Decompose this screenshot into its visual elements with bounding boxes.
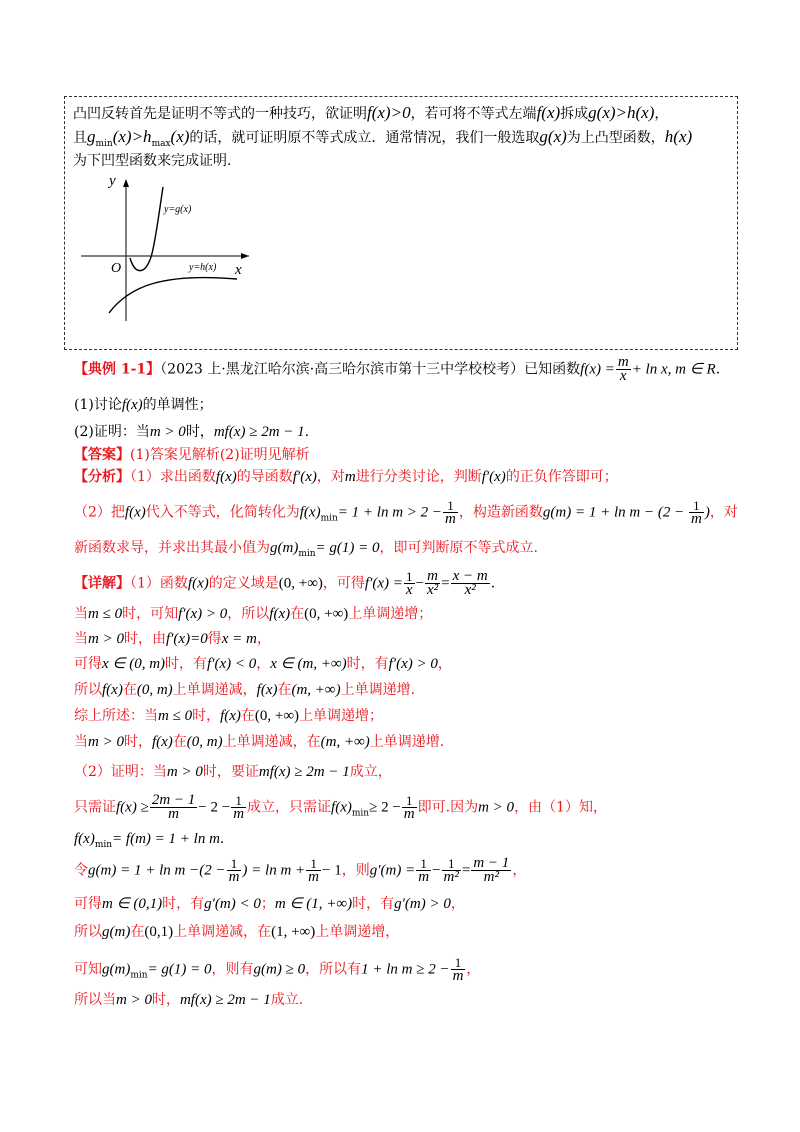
method-text [73,101,729,173]
y-axis-arrow [123,179,129,187]
convex-concave-graph [75,173,265,323]
detail-line-10: $f(x)_{min}= f(m) = 1 + \ln m$. [74,831,225,850]
detail-line-15: 所以当m > 0时，mf(x) ≥ 2m − 1成立. [74,992,304,1008]
detail-line-6: 综上所述：当m ≤ 0时，f(x)在(0, +∞)上单调递增； [74,708,384,724]
x-axis-arrow [241,253,249,259]
analysis-line-2: （2）把f(x)代入不等式，化简转化为$f(x)_{min}= 1 + \ln m > 2$ − $\frac{1}{m}$ ，构造新函数g(m) = 1 + ln m − (2 − $\frac{1}{m}$ )，对 [74,498,738,527]
detail-line-9: 只需证f(x) ≥ $\frac{2m - 1}{m}$ − 2 − $\frac{1}{m}$ 成立，只需证$f(x)_{min}\ge 2$ − $\frac{1}{m}$ 即可.因为m > 0，由（1）知， [74,792,607,822]
detail-line-3: 当m > 0时，由f′(x)=0得x = m， [74,631,271,647]
detail-line-4: 可得x ∈ (0, m)时，有f′(x) < 0，x ∈ (m, +∞)时，有f′(x) > 0， [74,656,452,672]
answer-line: 【答案】(1)答案见解析(2)证明见解析 [74,447,310,463]
analysis-line-1: 【分析】（1）求出函数f(x)的导函数f′(x)，对m进行分类讨论，判断f′(x)的正负作答即可； [74,469,618,485]
detail-line-8: （2）证明：当m > 0时，要证mf(x) ≥ 2m − 1成立， [74,764,392,780]
detail-line-13: 所以g(m)在(0,1)上单调递减，在(1, +∞)上单调递增， [74,924,400,940]
detail-line-14: 可知$g(m)_{min}= g(1) = 0$，则有g(m) ≥ 0，所以有1 + ln m ≥ 2 − $\frac{1}{m}$ ， [74,955,481,984]
method-box [64,96,738,350]
question-2: (2)证明：当m > 0时，mf(x) ≥ 2m − 1. [74,424,310,440]
y-axis-label: y [109,173,116,189]
detail-line-5: 所以f(x)在(0, m)上单调递减，f(x)在(m, +∞)上单调递增. [74,682,416,698]
detail-line-11: 令g(m) = 1 + ln m −(2 − $\frac{1}{m}$ ) = ln m + $\frac{1}{m}$ − 1，则g′(m) = $\frac{1}{m}$ − $\frac{1}{\text{m²}}$ = $\frac{m - 1}{\text{m²}}$ ， [74,855,527,885]
curve-g [130,187,163,271]
detail-line-1: 【详解】（1）函数f(x)的定义域是(0, +∞)，可得f′(x) = $\frac{1}{x}$ − $\frac{m}{\text{x²}}$ = $\frac{x - m}{\text{x²}}$ . [74,568,496,598]
detail-line-2: 当m ≤ 0时，可知f′(x) > 0，所以f(x)在(0, +∞)上单调递增； [74,606,433,622]
method-line-1: 凸凹反转首先是证明不等式的一种技巧，欲证明f(x)>0，若可将不等式左端f(x)拆成g(x)>h(x)， [73,103,669,122]
method-line-3: 为下凹型函数来完成证明. [73,153,232,169]
detail-line-7: 当m > 0时，f(x)在(0, m)上单调递减，在(m, +∞)上单调递增. [74,734,445,750]
curve-h [109,277,237,313]
x-axis-label: x [235,262,242,278]
label-g: y=g(x) [164,204,192,215]
question-1: (1)讨论f(x)的单调性； [74,397,213,413]
method-line-2: 且$g_{min}(x)>h_{max}(x)$的话，就可证明原不等式成立．通常情况，我们一般选取g(x)为上凸型函数，h(x) [73,127,693,149]
label-h: y=h(x) [189,262,217,273]
example-header: 【典例 1-1】（2023 上·黑龙江哈尔滨·高三哈尔滨市第十三中学校校考）已知函数f(x) = $\frac{m}{x}$ + ln x, m ∈ R. [74,354,721,384]
origin-label: O [111,261,122,276]
detail-line-12: 可得m ∈ (0,1)时，有g′(m) < 0；m ∈ (1, +∞)时，有g′(m) > 0， [74,896,465,912]
analysis-line-3: 新函数求导，并求出其最小值为$g(m)_{min}= g(1) = 0$，即可判断原不等式成立. [74,540,538,559]
